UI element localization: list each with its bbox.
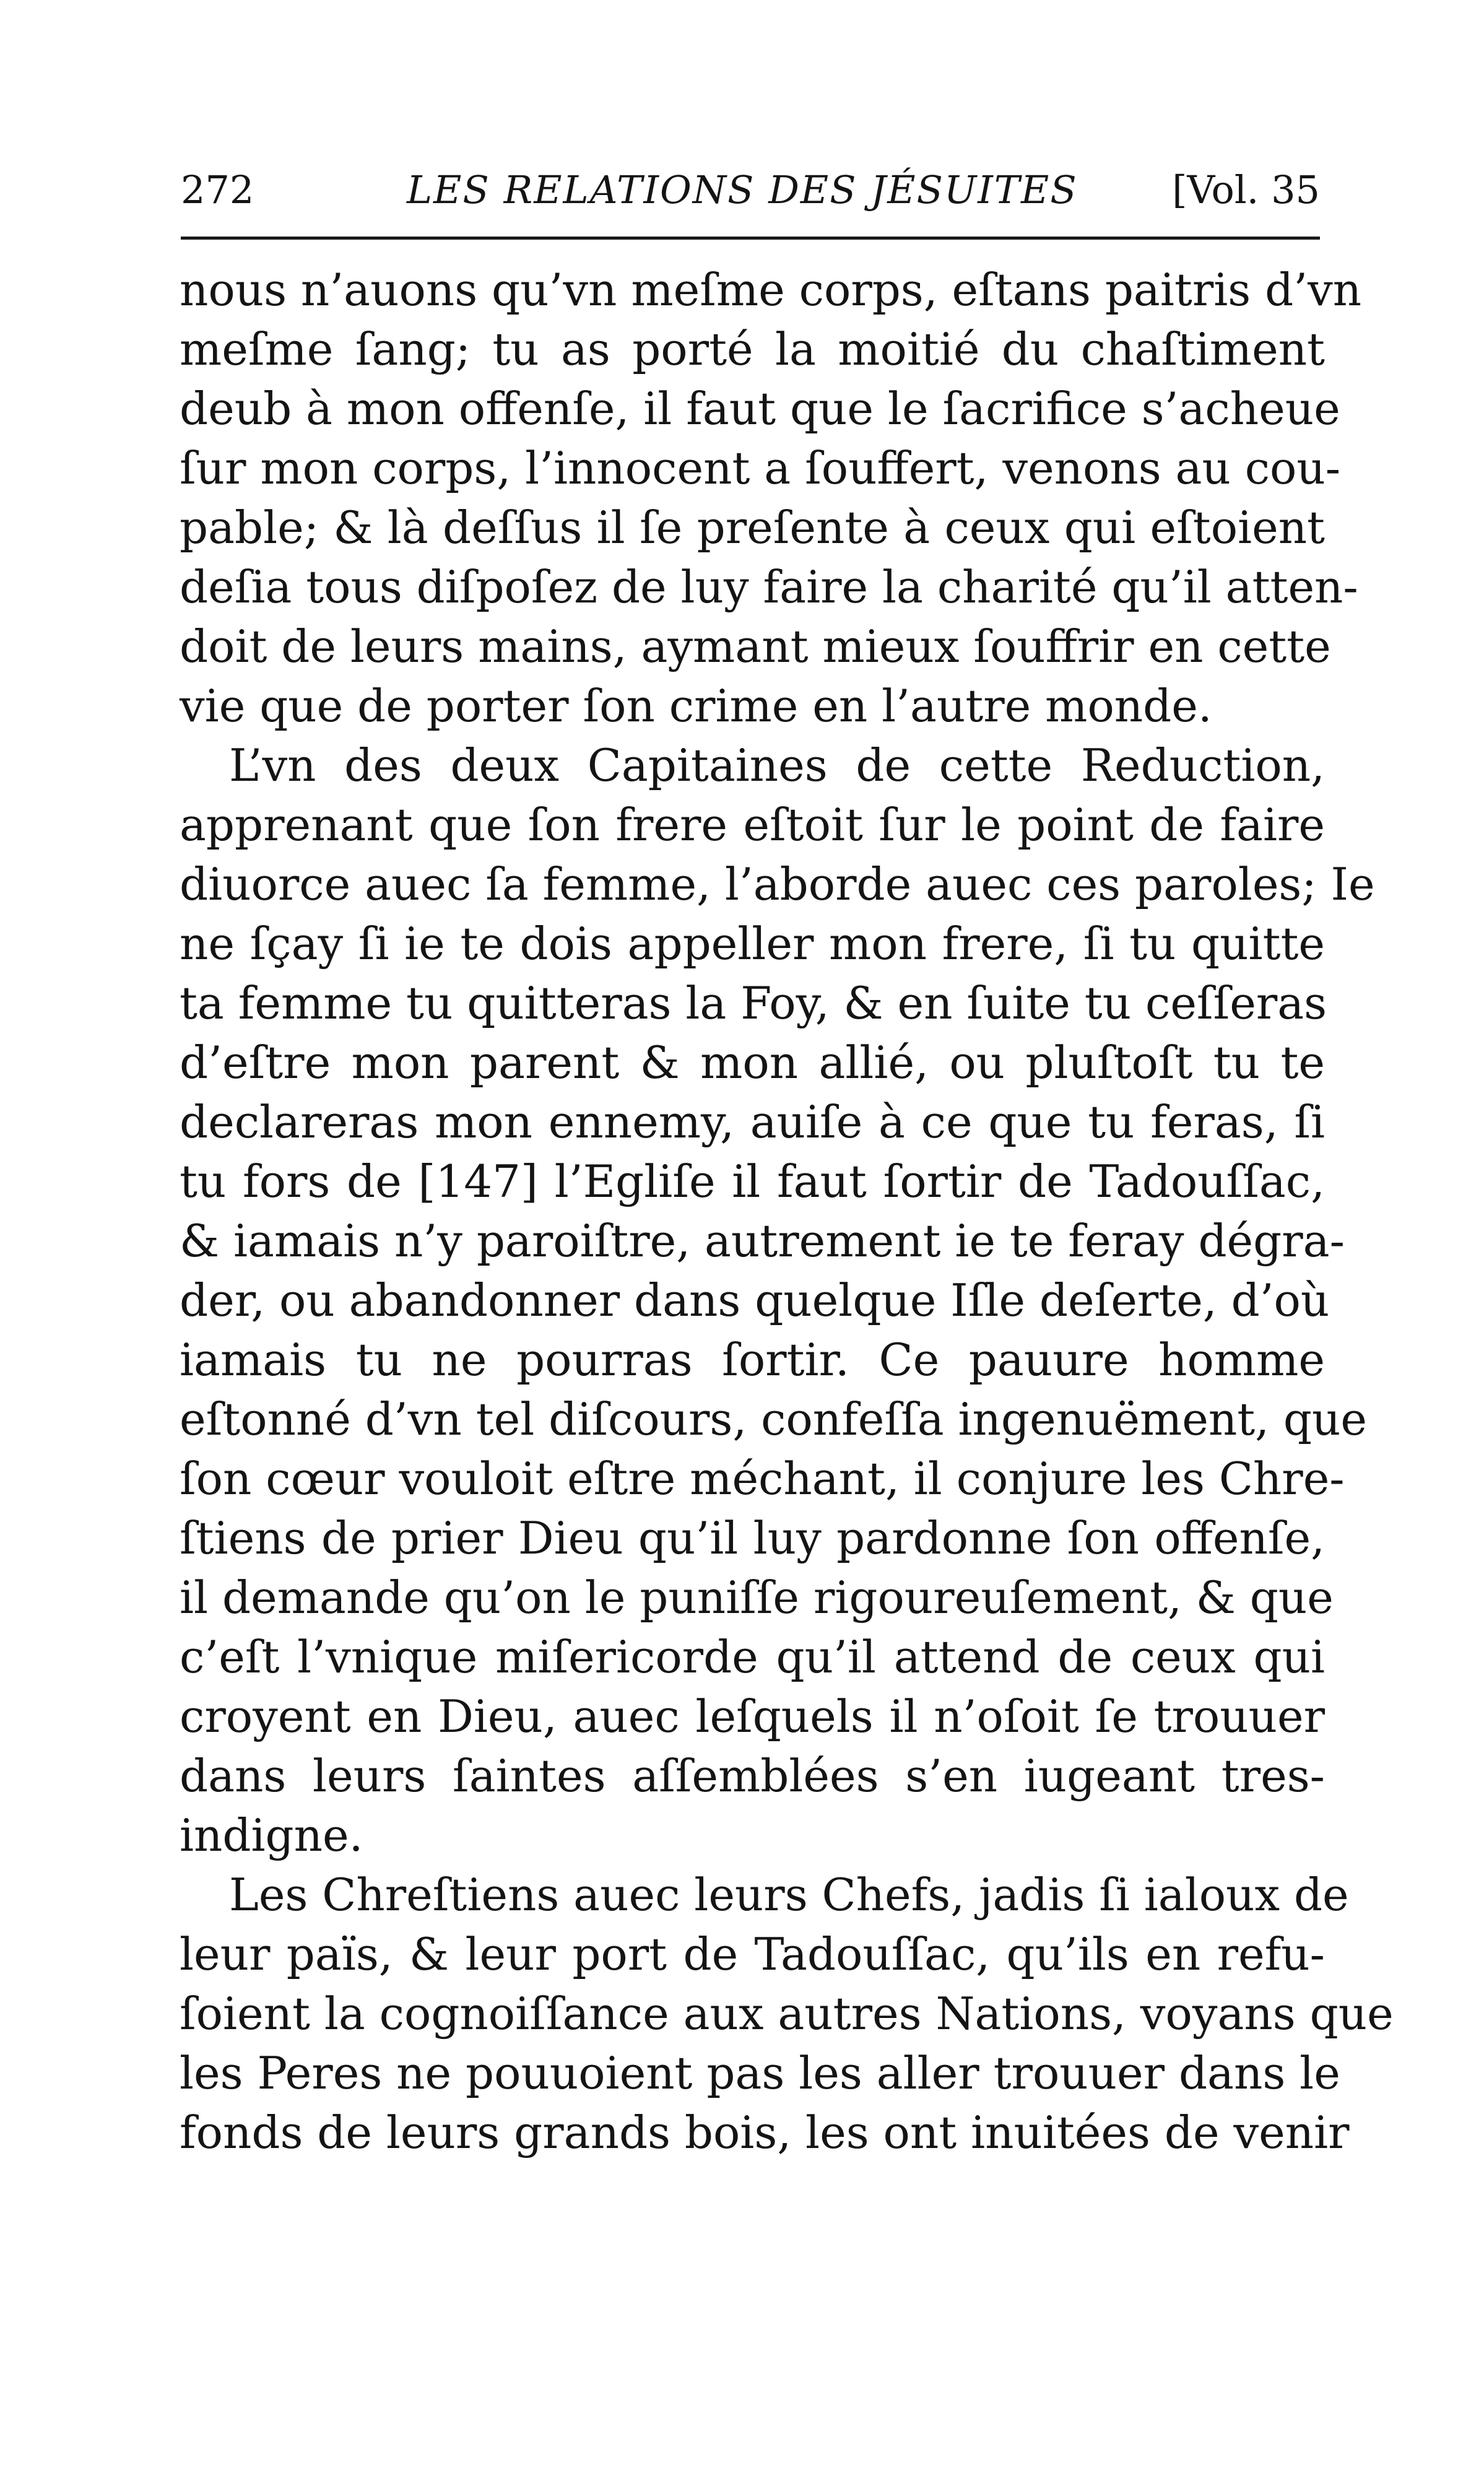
text-line: d’eſtre mon parent & mon allié, ou pluſtoſt tu te — [180, 1037, 1325, 1089]
text-line: diuorce auec ſa femme, l’aborde auec ces paroles; Ie — [180, 858, 1375, 910]
body-text — [180, 260, 1394, 2162]
text-line: croyent en Dieu, auec leſquels il n’oſoit ſe trouuer — [180, 1690, 1325, 1742]
text-line: ſur mon corps, l’innocent a ſouffert, venons au cou- — [180, 442, 1341, 494]
volume-label: [Vol. 35 — [1172, 167, 1320, 212]
header-rule — [181, 237, 1320, 240]
text-line: der, ou abandonner dans quelque Iſle deſerte, d’où — [180, 1274, 1330, 1326]
text-line: vie que de porter ſon crime en l’autre monde. — [180, 680, 1212, 732]
text-line: tu fors de [147] l’Egliſe il faut ſortir de Tadouſſac, — [180, 1155, 1325, 1207]
text-line: declareras mon ennemy, auiſe à ce que tu feras, ſi — [180, 1096, 1325, 1148]
text-line: pable; & là deſſus il ſe preſente à ceux qui eſtoient — [180, 502, 1325, 554]
text-line: nous n’auons qu’vn meſme corps, eſtans paitris d’vn — [180, 264, 1362, 316]
text-line: ſon cœur vouloit eſtre méchant, il conjure les Chre- — [180, 1453, 1345, 1505]
text-line: il demande qu’on le puniſſe rigoureuſement, & que — [180, 1572, 1334, 1624]
text-line: dans leurs ſaintes aſſemblées s’en iugeant tres- — [180, 1750, 1325, 1802]
running-head — [181, 162, 1320, 218]
text-line: ta femme tu quitteras la Foy, & en ſuite tu ceſſeras — [180, 977, 1327, 1029]
text-line: iamais tu ne pourras ſortir. Ce pauure homme — [180, 1334, 1325, 1386]
book-title: LES RELATIONS DES JÉSUITES — [407, 167, 1078, 212]
text-line: fonds de leurs grands bois, les ont inuitées de venir — [180, 2107, 1350, 2159]
text-line: leur païs, & leur port de Tadouſſac, qu’ils en refu- — [180, 1928, 1325, 1980]
text-line: L’vn des deux Capitaines de cette Reduction, — [229, 739, 1325, 791]
text-line: doit de leurs mains, aymant mieux ſouffrir en cette — [180, 620, 1331, 672]
text-line: ſoient la cognoiſſance aux autres Nations, voyans que — [180, 1988, 1394, 2040]
text-line: eſtonné d’vn tel diſcours, confeſſa ingenuëment, que — [180, 1393, 1367, 1445]
text-line: meſme ſang; tu as porté la moitié du chaſtiment — [180, 323, 1325, 375]
text-line: ſtiens de prier Dieu qu’il luy pardonne ſon offenſe, — [180, 1512, 1325, 1564]
paragraph-1 — [180, 260, 1362, 736]
text-line: ne ſçay ſi ie te dois appeller mon frere, ſi tu quitte — [180, 918, 1325, 970]
text-line: deſia tous diſpoſez de luy faire la charité qu’il atten- — [180, 561, 1358, 613]
text-line: indigne. — [180, 1809, 363, 1861]
text-line: les Peres ne pouuoient pas les aller trouuer dans le — [180, 2047, 1340, 2099]
paragraph-3 — [180, 1865, 1394, 2162]
text-line: c’eſt l’vnique miſericorde qu’il attend de ceux qui — [180, 1631, 1325, 1683]
text-line: apprenant que ſon frere eſtoit ſur le point de faire — [180, 799, 1325, 851]
paragraph-2 — [180, 736, 1375, 1865]
text-line: & iamais n’y paroiſtre, autrement ie te feray dégra- — [180, 1215, 1345, 1267]
text-line: Les Chreſtiens auec leurs Chefs, jadis ſi ialoux de — [229, 1869, 1349, 1921]
text-line: deub à mon offenſe, il faut que le ſacrifice s’acheue — [180, 383, 1340, 435]
page-number: 272 — [181, 167, 254, 212]
